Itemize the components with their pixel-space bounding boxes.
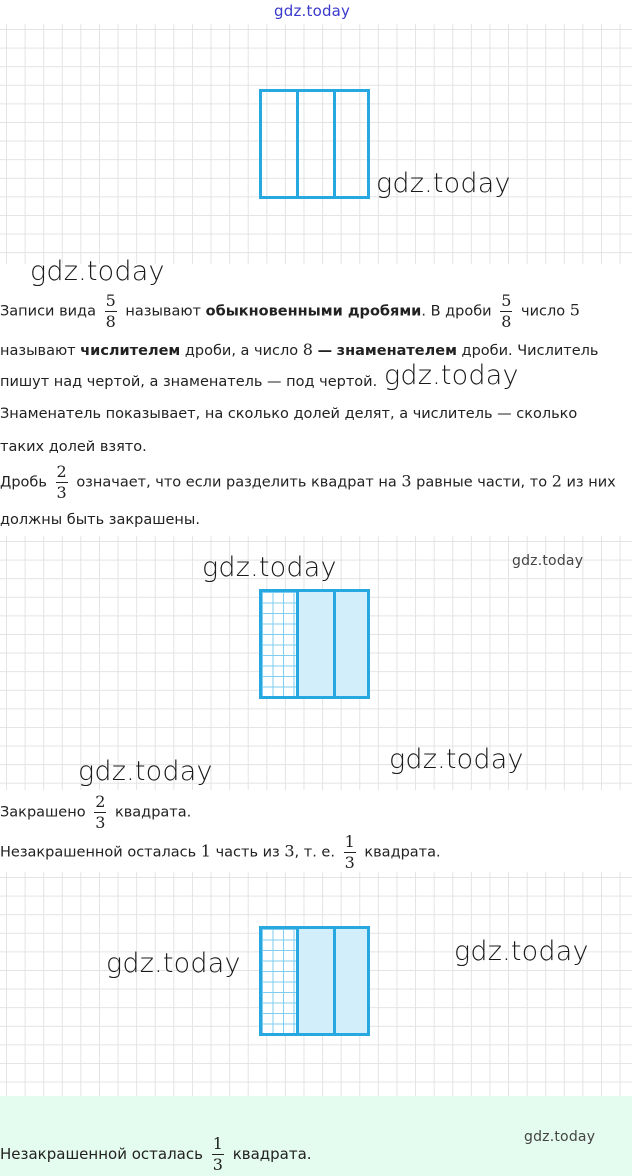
divider-line [296,592,299,696]
fraction-2-3: $\frac{2}{3}$ [56,462,67,502]
watermark: gdz.today [389,744,524,775]
final-answer-line: Незакрашенной осталась $\frac{1}{3}$ квадрата. [0,1134,312,1174]
watermark: gdz.today [30,256,165,287]
watermark-top: gdz.today [274,2,351,20]
paragraph-1-line-3: пишут над чертой, а знаменатель — под чертой. [0,374,378,390]
shaded-fraction-line: Закрашено $\frac{2}{3}$ квадрата. [0,792,192,832]
fraction-1-3: $\frac{1}{3}$ [212,1134,223,1174]
watermark: gdz.today [454,936,589,967]
fine-grid-part [262,592,296,696]
term-numerator: числителем [80,343,181,359]
watermark: gdz.today [512,553,584,569]
term-denominator: знаменателем [336,343,457,359]
fraction-5-8: $\frac{5}{8}$ [501,291,512,331]
divider-line [333,92,336,196]
fraction-1-3: $\frac{1}{3}$ [344,832,355,872]
term-common-fractions: обыкновенными дробями [205,303,422,320]
square-two-thirds-shaded [259,589,370,699]
watermark: gdz.today [376,168,511,199]
divider-line [296,929,299,1033]
paragraph-3-line-2: должны быть закрашены. [0,512,200,528]
paragraph-3-line-1: Дробь $\frac{2}{3}$ означает, что если разделить квадрат на 3 равные части, то 2 из них [0,462,616,502]
fraction-5-8: $\frac{5}{8}$ [105,291,116,331]
paragraph-1-line-1: Записи вида $\frac{5}{8}$ называют обыкновенными дробями. В дроби $\frac{5}{8}$ число 5 [0,291,580,331]
fine-grid-part [262,929,296,1033]
divider-line [333,929,336,1033]
divider-line [333,592,336,696]
watermark: gdz.today [78,756,213,787]
shaded-part [296,592,367,696]
watermark: gdz.today [202,552,337,583]
paragraph-2-line-2: таких долей взято. [0,439,147,455]
square-two-thirds-shaded [259,926,370,1036]
paragraph-1-line-2: называют числителем дроби, а число 8 — знаменателем дроби. Числитель [0,340,599,359]
shaded-part [296,929,367,1033]
unshaded-fraction-line: Незакрашенной осталась 1 часть из 3, т. е. $\frac{1}{3}$ квадрата. [0,832,441,872]
watermark: gdz.today [106,948,241,979]
paragraph-2-line-1: Знаменатель показывает, на сколько долей делят, а числитель — сколько [0,406,578,422]
watermark: gdz.today [524,1129,596,1145]
square-divided-three [259,89,370,199]
divider-line [296,92,299,196]
watermark: gdz.today [384,360,519,391]
fraction-2-3: $\frac{2}{3}$ [95,792,106,832]
